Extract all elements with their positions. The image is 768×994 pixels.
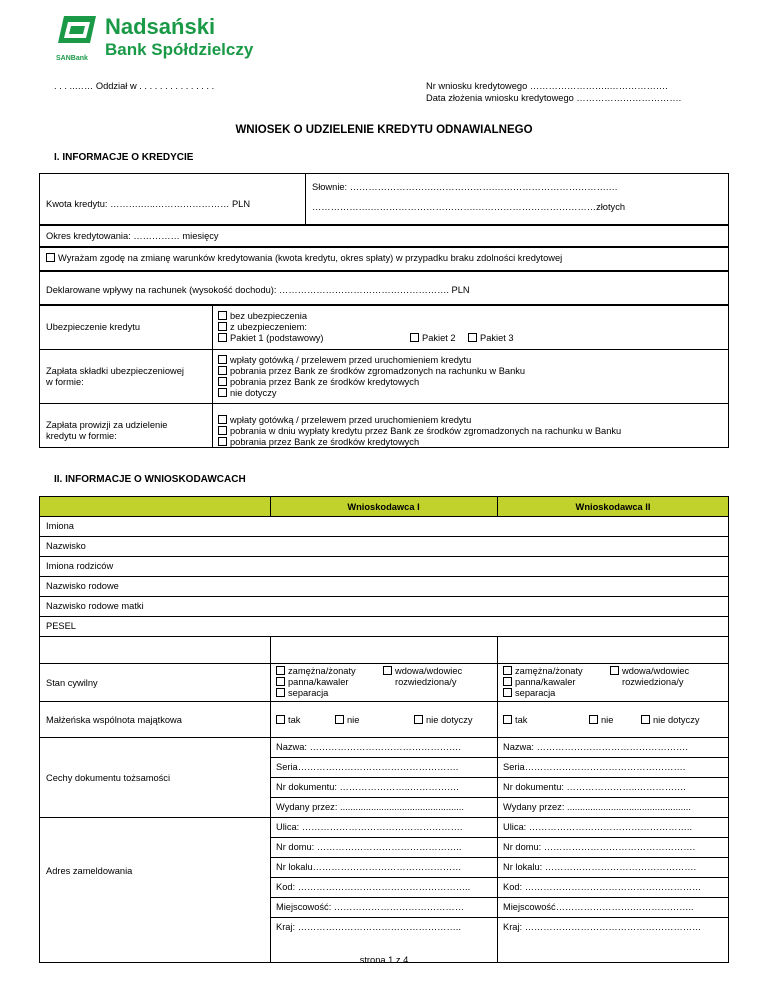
row-first-names: Imiona xyxy=(46,521,74,531)
row-pesel: PESEL xyxy=(46,621,76,631)
a1-city[interactable]: Miejscowość: …………………………………… xyxy=(276,902,465,912)
applicant-1-header: Wnioskodawca I xyxy=(347,502,420,512)
sanbank-logo-icon xyxy=(54,13,100,53)
prem-checkbox-2[interactable] xyxy=(218,366,227,375)
a1-house[interactable]: Nr domu: ……………………………………….. xyxy=(276,842,462,852)
a1-street[interactable]: Ulica: ……………………………………………. xyxy=(276,822,463,832)
a1-prop-checkbox-1[interactable] xyxy=(276,715,285,724)
a2-id-issued[interactable]: Wydany przez: ................................................ xyxy=(503,802,691,812)
id-document-label: Cechy dokumentu tożsamości xyxy=(46,773,171,783)
a2-house[interactable]: Nr domu: …………………………………………. xyxy=(503,842,696,852)
ins-opt-2 xyxy=(218,322,307,333)
a1-id-issued[interactable]: Wydany przez: ................................................ xyxy=(276,802,464,812)
a2-civil-3 xyxy=(503,688,555,699)
a2-prop-checkbox-1[interactable] xyxy=(503,715,512,724)
a2-prop-checkbox-3[interactable] xyxy=(641,715,650,724)
a1-civil-1-label: zamężna/żonaty xyxy=(288,666,356,676)
a2-prop-1 xyxy=(503,715,527,726)
branch-field[interactable]: . . . ..…… Oddział w . . . . . . . . . . . . . . . xyxy=(54,81,215,91)
ins-opt-5 xyxy=(468,333,514,344)
ins-opt-2-label: z ubezpieczeniem: xyxy=(230,322,307,332)
a2-street[interactable]: Ulica: …………………………………………….. xyxy=(503,822,693,832)
a2-prop-2 xyxy=(589,715,613,726)
comm-opt-1 xyxy=(218,415,471,426)
a2-prop-3 xyxy=(641,715,700,726)
a1-civil-4 xyxy=(383,666,462,677)
a2-city[interactable]: Miejscowość…………………….……………….. xyxy=(503,902,694,912)
prem-opt-3-label: pobrania przez Bank ze środków kredytowych xyxy=(230,377,420,387)
a2-prop-checkbox-2[interactable] xyxy=(589,715,598,724)
a1-prop-checkbox-3[interactable] xyxy=(414,715,423,724)
ins-checkbox-1[interactable] xyxy=(218,311,227,320)
a2-prop-1-label: tak xyxy=(515,715,528,725)
ins-checkbox-5[interactable] xyxy=(468,333,477,342)
a1-prop-2 xyxy=(335,715,359,726)
a2-civil-checkbox-1[interactable] xyxy=(503,666,512,675)
a1-id-series[interactable]: Seria……………………………………………. xyxy=(276,762,459,772)
a1-prop-3-label: nie dotyczy xyxy=(426,715,473,725)
logo-brand: SANBank xyxy=(56,55,88,62)
a2-civil-5-label: rozwiedziona/y xyxy=(622,677,684,687)
a2-civil-1 xyxy=(503,666,583,677)
a2-id-number[interactable]: Nr dokumentu: …………………..……………. xyxy=(503,782,686,792)
prem-opt-2-label: pobrania przez Bank ze środków zgromadzonych na rachunku w Banku xyxy=(230,366,526,376)
prem-opt-1 xyxy=(218,355,471,366)
consent-label: Wyrażam zgodę na zmianę warunków kredytowania (kwota kredytu, okres spłaty) w przypadku braku zdolności kredytowej xyxy=(58,253,563,263)
section-1-title: I. INFORMACJE O KREDYCIE xyxy=(54,152,194,163)
comm-opt-3-label: pobrania przez Bank ze środków kredytowych xyxy=(230,437,420,447)
a2-civil-checkbox-4[interactable] xyxy=(610,666,619,675)
prem-checkbox-1[interactable] xyxy=(218,355,227,364)
a1-civil-2 xyxy=(276,677,348,688)
a2-flat[interactable]: Nr lokalu: …………………………………………. xyxy=(503,862,697,872)
logo-line2: Bank Spółdzielczy xyxy=(105,40,254,59)
row-mother-maiden-name: Nazwisko rodowe matki xyxy=(46,601,144,611)
a2-prop-3-label: nie dotyczy xyxy=(653,715,700,725)
period-field[interactable]: Okres kredytowania: …………… miesięcy xyxy=(46,231,219,241)
a1-civil-5-label: rozwiedziona/y xyxy=(395,677,457,687)
prem-opt-4-label: nie dotyczy xyxy=(230,388,277,398)
a1-civil-3-label: separacja xyxy=(288,688,329,698)
income-field[interactable]: Deklarowane wpływy na rachunek (wysokość dochodu): ………………………………………………. PLN xyxy=(46,285,470,295)
ins-opt-1-label: bez ubezpieczenia xyxy=(230,311,308,321)
ins-opt-4 xyxy=(410,333,456,344)
bank-logo xyxy=(54,13,274,67)
section-2-title: II. INFORMACJE O WNIOSKODAWCACH xyxy=(54,474,246,485)
prem-opt-4 xyxy=(218,388,277,399)
comm-opt-3 xyxy=(218,437,419,448)
applicants-table xyxy=(39,496,729,963)
a2-civil-1-label: zamężna/żonaty xyxy=(515,666,583,676)
ins-opt-4-label: Pakiet 2 xyxy=(422,333,456,343)
ins-checkbox-2[interactable] xyxy=(218,322,227,331)
amount-field[interactable]: Kwota kredytu: ……….…..…………………… PLN xyxy=(46,199,251,209)
a1-country[interactable]: Kraj: …………………………………………….. xyxy=(276,922,461,932)
row-parents-names: Imiona rodziców xyxy=(46,561,114,571)
application-date[interactable]: Data złożenia wniosku kredytowego ……………………………. xyxy=(426,93,682,103)
a1-prop-1-label: tak xyxy=(288,715,301,725)
a1-civil-checkbox-2[interactable] xyxy=(276,677,285,686)
a2-civil-4-label: wdowa/wdowiec xyxy=(622,666,690,676)
a2-civil-checkbox-2[interactable] xyxy=(503,677,512,686)
a1-prop-checkbox-2[interactable] xyxy=(335,715,344,724)
logo-line1: Nadsański xyxy=(105,14,216,39)
amount-words-line1[interactable]: Słownie: ……………………….……………….……………………………….… xyxy=(312,182,618,192)
a1-civil-4-label: wdowa/wdowiec xyxy=(395,666,463,676)
row-surname: Nazwisko xyxy=(46,541,86,551)
commission-label-2: kredytu w formie: xyxy=(46,431,117,441)
ins-opt-1 xyxy=(218,311,307,322)
a1-civil-checkbox-4[interactable] xyxy=(383,666,392,675)
a2-postcode[interactable]: Kod: ………………………………………………… xyxy=(503,882,702,892)
property-label: Małżeńska wspólnota majątkowa xyxy=(46,715,182,725)
a2-civil-4 xyxy=(610,666,689,677)
comm-opt-1-label: wpłaty gotówką / przelewem przed uruchomieniem kredytu xyxy=(230,415,472,425)
a2-civil-2 xyxy=(503,677,575,688)
prem-opt-3 xyxy=(218,377,419,388)
comm-checkbox-3[interactable] xyxy=(218,437,227,446)
a2-civil-checkbox-3[interactable] xyxy=(503,688,512,697)
a1-prop-2-label: nie xyxy=(347,715,360,725)
a2-id-name[interactable]: Nazwa: …………………………………………. xyxy=(503,742,688,752)
a1-id-number[interactable]: Nr dokumentu: …………………..……………. xyxy=(276,782,459,792)
premium-label-1: Zapłata składki ubezpieczeniowej xyxy=(46,366,184,376)
commission-label-1: Zapłata prowizji za udzielenie xyxy=(46,420,168,430)
premium-label-2: w formie: xyxy=(46,377,84,387)
comm-checkbox-2[interactable] xyxy=(218,426,227,435)
a1-postcode[interactable]: Kod: ……………………………………………….. xyxy=(276,882,471,892)
a2-id-series[interactable]: Seria……………………………………………. xyxy=(503,762,686,772)
prem-checkbox-4[interactable] xyxy=(218,388,227,397)
applicant-2-header: Wnioskodawca II xyxy=(575,502,651,512)
ins-opt-3 xyxy=(218,333,324,344)
ins-checkbox-4[interactable] xyxy=(410,333,419,342)
comm-checkbox-1[interactable] xyxy=(218,415,227,424)
insurance-label: Ubezpieczenie kredytu xyxy=(46,322,141,332)
page-number: strona 1 z 4 xyxy=(359,955,409,965)
comm-opt-2-label: pobrania w dniu wypłaty kredytu przez Bank ze środków zgromadzonych na rachunku w Banku xyxy=(230,426,622,436)
a1-civil-checkbox-3[interactable] xyxy=(276,688,285,697)
ins-checkbox-3[interactable] xyxy=(218,333,227,342)
ins-opt-3-label: Pakiet 1 (podstawowy) xyxy=(230,333,324,343)
a1-civil-2-label: panna/kawaler xyxy=(288,677,349,687)
row-maiden-name: Nazwisko rodowe xyxy=(46,581,119,591)
a1-prop-3 xyxy=(414,715,473,726)
a1-id-name[interactable]: Nazwa: …………………………………………. xyxy=(276,742,461,752)
document-title: WNIOSEK O UDZIELENIE KREDYTU ODNAWIALNEGO xyxy=(235,124,533,136)
application-number[interactable]: Nr wniosku kredytowego ……………………..………………. xyxy=(426,81,668,91)
a2-civil-3-label: separacja xyxy=(515,688,556,698)
consent-checkbox[interactable] xyxy=(46,253,55,262)
a1-civil-3 xyxy=(276,688,328,699)
a1-prop-1 xyxy=(276,715,300,726)
comm-opt-2 xyxy=(218,426,621,437)
prem-checkbox-3[interactable] xyxy=(218,377,227,386)
amount-words-line2[interactable]: ……………….…………………………….…………………………………złotych xyxy=(312,202,626,212)
ins-opt-5-label: Pakiet 3 xyxy=(480,333,514,343)
a2-civil-2-label: panna/kawaler xyxy=(515,677,576,687)
a1-flat[interactable]: Nr lokalu………………………………………… xyxy=(276,862,462,872)
a1-civil-checkbox-1[interactable] xyxy=(276,666,285,675)
a1-civil-1 xyxy=(276,666,356,677)
prem-opt-2 xyxy=(218,366,525,377)
a2-country[interactable]: Kraj: ………………………………………………… xyxy=(503,922,702,932)
prem-opt-1-label: wpłaty gotówką / przelewem przed uruchomieniem kredytu xyxy=(230,355,472,365)
civil-status-label: Stan cywilny xyxy=(46,678,98,688)
consent-row xyxy=(46,253,562,264)
a2-prop-2-label: nie xyxy=(601,715,614,725)
address-label: Adres zameldowania xyxy=(46,866,133,876)
